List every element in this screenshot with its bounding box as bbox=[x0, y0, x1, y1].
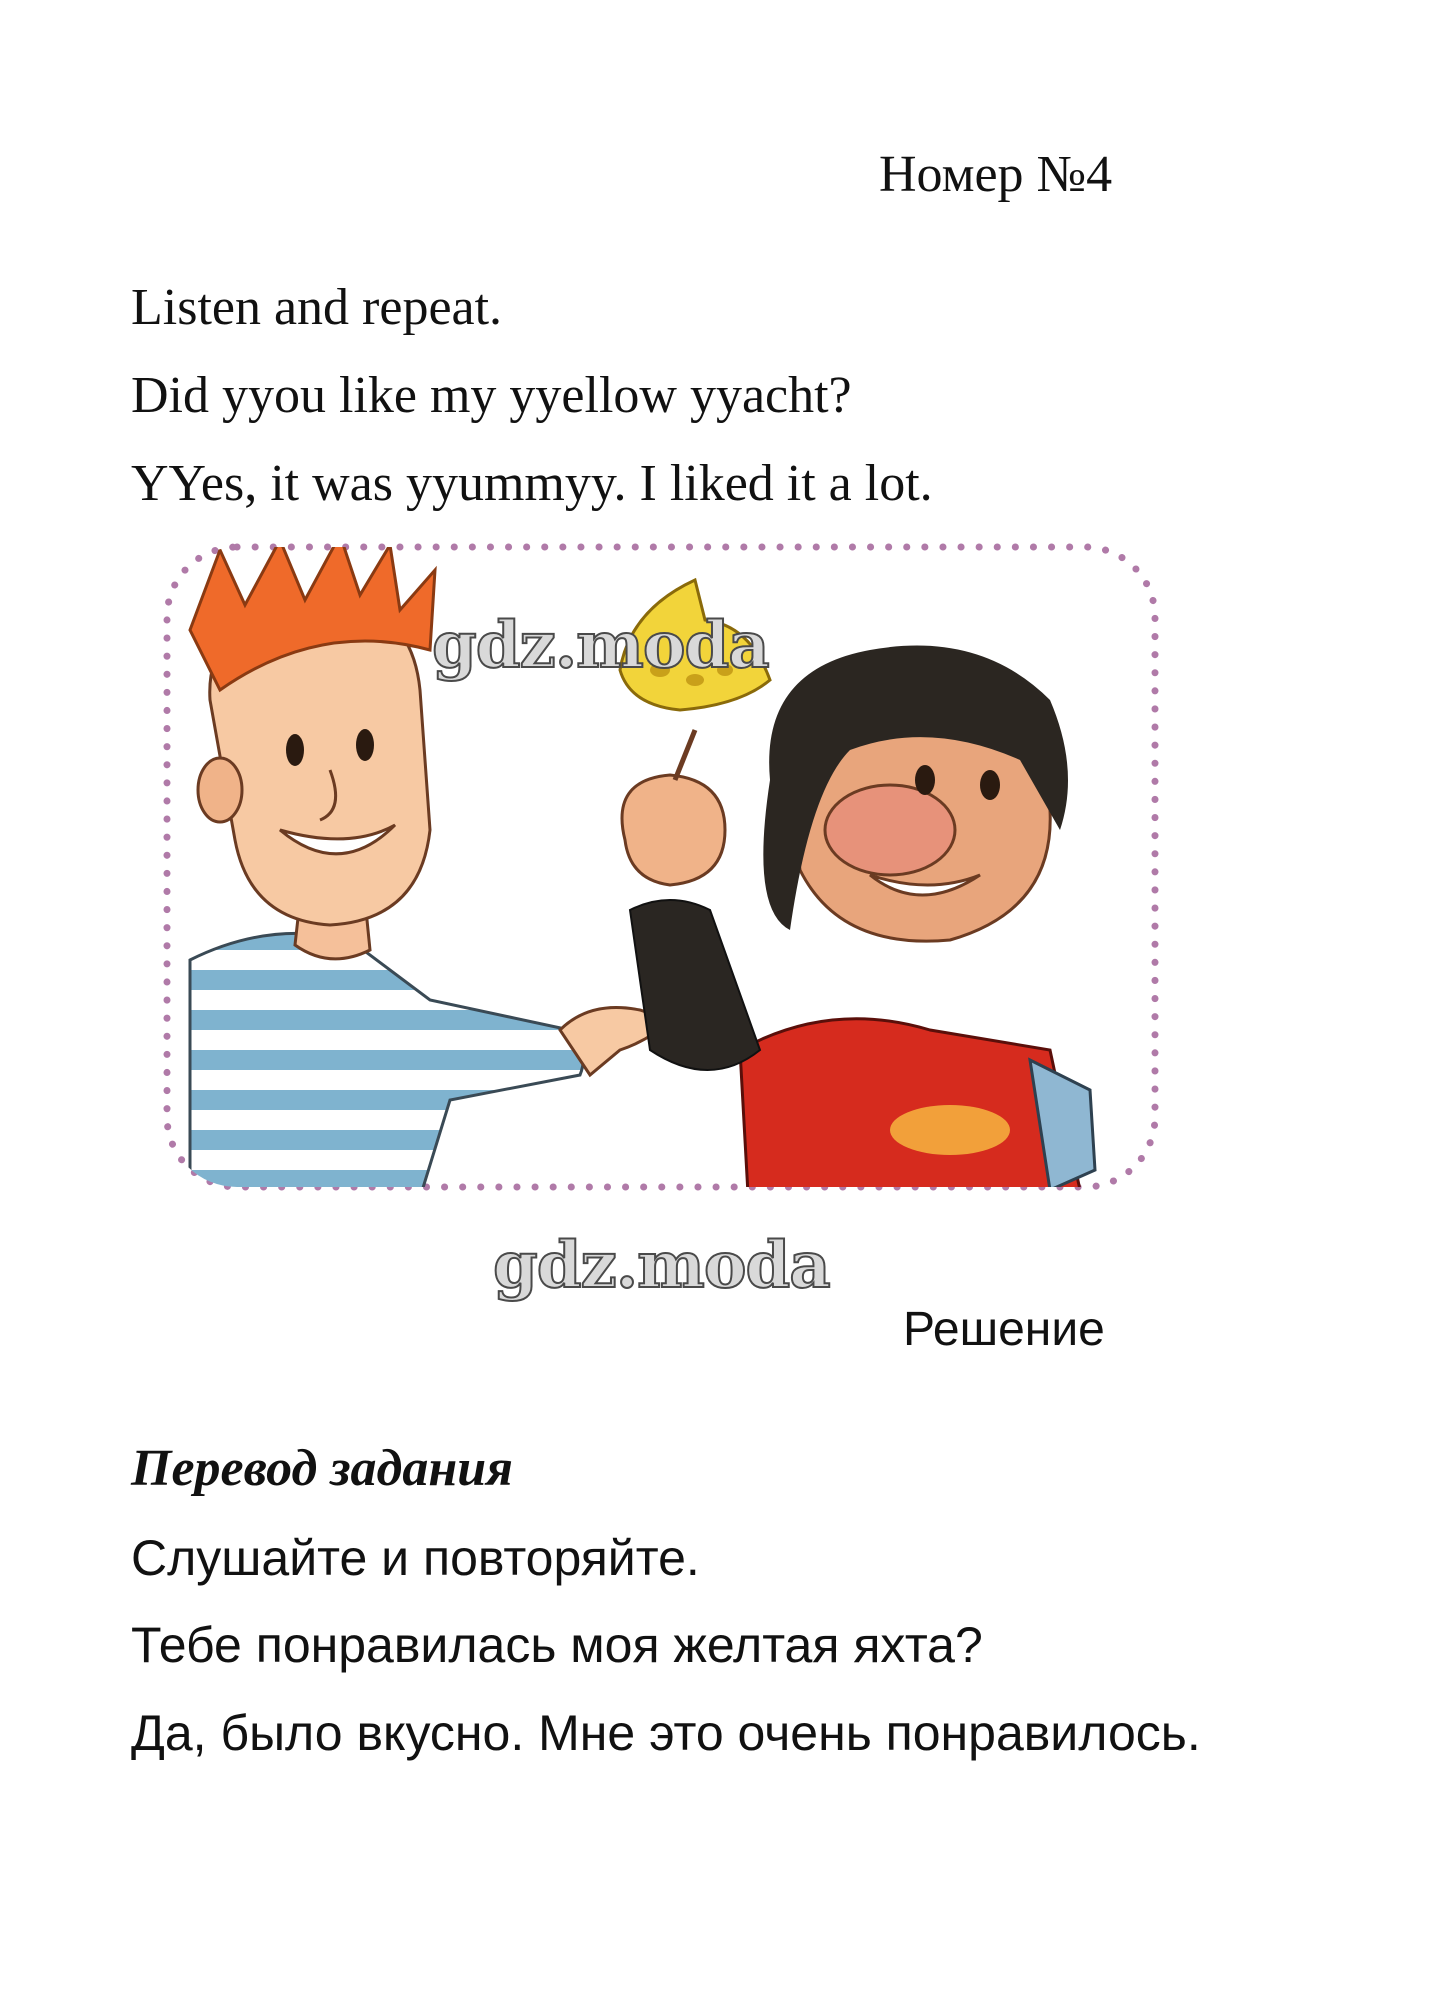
task-number: Номер №4 bbox=[879, 146, 1113, 203]
watermark-top: gdz.moda bbox=[432, 608, 769, 683]
translation-line-1: Слушайте и повторяйте. bbox=[131, 1530, 700, 1586]
translation-heading: Перевод задания bbox=[131, 1440, 513, 1497]
exercise-line-1: Listen and repeat. bbox=[131, 279, 503, 336]
exercise-line-3: YYes, it was yyummyy. I liked it a lot. bbox=[131, 455, 933, 512]
translation-line-3: Да, было вкусно. Мне это очень понравилось. bbox=[131, 1705, 1201, 1761]
watermark-bottom: gdz.moda bbox=[493, 1228, 830, 1303]
translation-line-2: Тебе понравилась моя желтая яхта? bbox=[131, 1617, 983, 1673]
solution-label: Решение bbox=[903, 1303, 1105, 1356]
exercise-line-2: Did yyou like my yyellow yyacht? bbox=[131, 367, 852, 424]
